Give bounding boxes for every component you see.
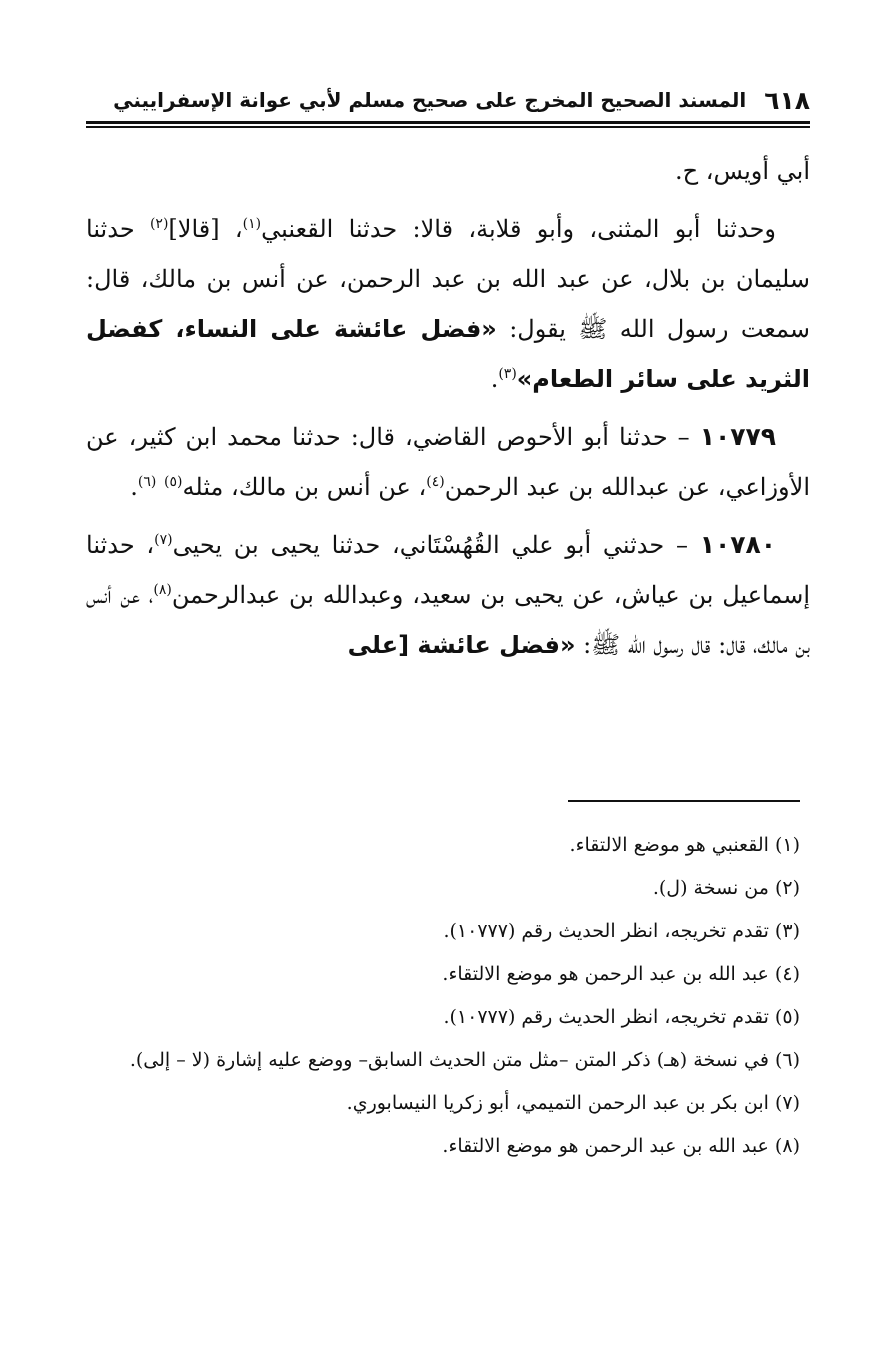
page-header [86, 82, 810, 118]
hadith-number: ١٠٧٨٠ [699, 530, 776, 559]
footnote-ref-4: (٤) [426, 473, 445, 490]
running-title: المسند الصحيح المخرج على صحيح مسلم لأبي عوانة الإسفراييني [113, 88, 747, 112]
page-number: ٦١٨ [764, 85, 810, 115]
hadith-text-b: ، حدثنا إسماعيل بن عياش، عن يحيى بن سعيد، وعبدالله بن عبدالرحمن [86, 531, 810, 609]
footnote-ref-2: (٢) [149, 215, 169, 232]
paragraph-hadith-10779 [86, 412, 810, 512]
continuation-text: أبي أويس، ح. [674, 157, 810, 185]
hadith-matn: «فضل عائشة على النساء، كفضل الثريد على سائر الطعام» [86, 315, 810, 393]
footnote-ref-6: (٦) [137, 473, 157, 490]
footnote-separator [568, 800, 800, 802]
paragraph-continuation [86, 146, 810, 196]
footnote-3: (٣) تقدم تخريجه، انظر الحديث رقم (١٠٧٧٧). [443, 920, 800, 942]
footnote-5: (٥) تقدم تخريجه، انظر الحديث رقم (١٠٧٧٧). [443, 1006, 800, 1028]
footnote-8: (٨) عبد الله بن عبد الرحمن هو موضع الالتقاء. [442, 1135, 800, 1157]
hadith-text-a: – حدثنا أبو الأحوص القاضي، قال: حدثنا محمد ابن كثير، عن الأوزاعي، عن عبدالله بن عبد الرحمن [86, 423, 810, 501]
footnote-7: (٧) ابن بكر بن عبد الرحمن التميمي، أبو زكريا النيسابوري. [346, 1092, 800, 1114]
header-rule-thick [86, 121, 810, 124]
hadith-text-b: ، عن أنس بن مالك، مثله [182, 473, 427, 501]
footnote-ref-3: (٣) [498, 365, 517, 382]
footnote-ref-8: (٨) [153, 581, 172, 598]
hadith-matn: «فضل عائشة [على [347, 631, 576, 659]
hadith-number: ١٠٧٧٩ [699, 422, 776, 451]
header-rule-thin [86, 126, 810, 128]
sentence-end: . [130, 473, 138, 501]
paragraph-isnad [86, 204, 810, 404]
footnote-4: (٤) عبد الله بن عبد الرحمن هو موضع الالتقاء. [442, 963, 800, 985]
isnad-text-c: حدثنا سليمان بن بلال، عن عبد الله بن عبد الرحمن، عن أنس بن مالك، قال: سمعت رسول الله ﷺ يقول: [86, 215, 810, 343]
sentence-end: . [490, 365, 499, 393]
footnote-ref-1: (١) [242, 215, 262, 232]
footnote-2: (٢) من نسخة (ل). [652, 877, 800, 899]
isnad-text-b: ، [قالا] [168, 215, 243, 243]
paragraph-hadith-10780 [86, 520, 810, 670]
hadith-text-a: – حدثني أبو علي القُهُسْتَاني، حدثنا يحيى بن يحيى [172, 531, 700, 559]
footnote-1: (١) القعنبي هو موضع الالتقاء. [569, 834, 800, 856]
hadith-text-c: ، عن أنس بن مالك، قال: قال رسول الله ﷺ: [86, 581, 810, 659]
main-text [86, 146, 810, 678]
footnote-ref-7: (٧) [154, 531, 173, 548]
footnote-ref-5: (٥) [164, 473, 183, 490]
isnad-text-a: وحدثنا أبو المثنى، وأبو قلابة، قالا: حدثنا القعنبي [261, 215, 777, 243]
footnote-6: (٦) في نسخة (هـ) ذكر المتن –مثل متن الحديث السابق– ووضع عليه إشارة (لا – إلى). [129, 1049, 800, 1071]
footnotes [86, 824, 810, 1168]
